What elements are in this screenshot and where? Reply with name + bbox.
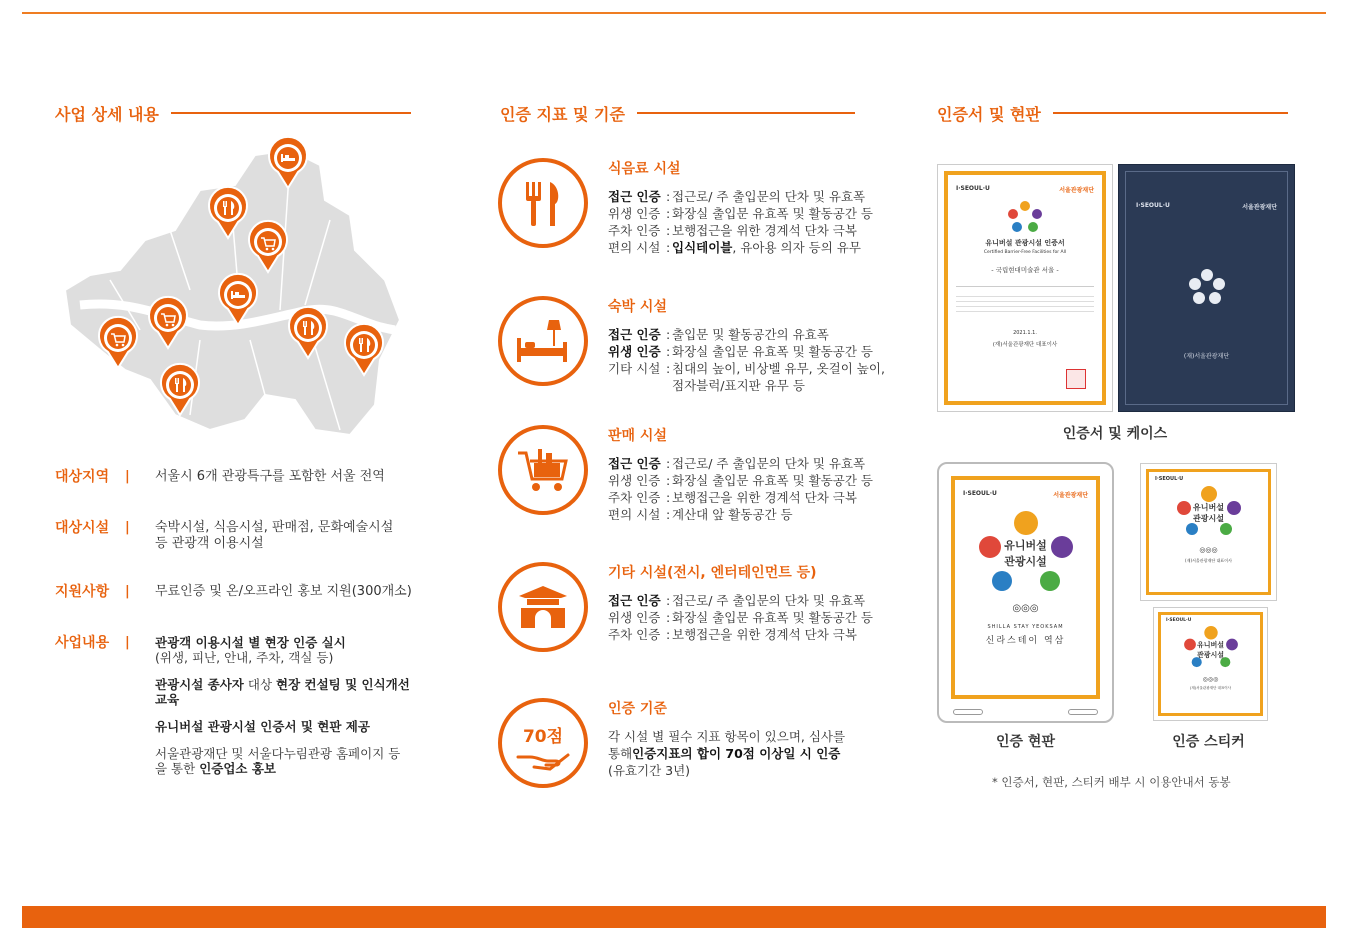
row-value: 숙박시설, 식음시설, 판매점, 문화예술시설 등 관광객 이용시설	[155, 520, 394, 551]
row-key: 사업내용	[55, 635, 110, 651]
row-divider: |	[125, 469, 130, 484]
criteria-title: 숙박 시설	[608, 299, 667, 315]
business-list	[155, 635, 410, 788]
bed-lamp-icon	[498, 296, 588, 386]
criteria-line: 접근 인증 : 접근로/ 주 출입문의 단차 및 유효폭	[608, 189, 866, 204]
row-divider: |	[125, 584, 130, 599]
row-target-facility	[55, 520, 405, 552]
criteria-line: 위생 인증 : 화장실 출입문 유효폭 및 활동공간 등	[608, 610, 873, 625]
plaque: I·SEOUL·U 서울관광재단 유니버설 관광시설 ◎◎◎ SHILLA STAY YEOKSAM 신라스테이 역삼	[937, 462, 1114, 723]
caption-certificate: 인증서 및 케이스	[1062, 426, 1168, 442]
sticker-large: I·SEOUL·U 유니버설 관광시설 ◎◎◎ (재)서울관광재단 대표이사	[1140, 463, 1277, 601]
plaque-name-ko: 신라스테이 역삼	[985, 636, 1066, 646]
business-item: 관광객 이용시설 별 현장 인증 실시 (위생, 피난, 안내, 주차, 객실 등)	[155, 635, 346, 665]
cert-date: 2021.1.1.	[1013, 330, 1037, 336]
top-rule	[22, 12, 1326, 14]
sticker-small: I·SEOUL·U 유니버설 관광시설 ◎◎◎ (재)서울관광재단 대표이사	[1153, 607, 1268, 721]
plaque-logo-line2: 관광시설	[1004, 555, 1047, 568]
business-item: 유니버설 관광시설 인증서 및 현판 제공	[155, 719, 370, 734]
heading-rule	[171, 112, 411, 114]
certificate-case	[1118, 164, 1295, 412]
brand-label: I·SEOUL·U	[1166, 618, 1192, 623]
criteria-body	[608, 425, 873, 523]
cert-issuer: (재)서울관광재단 대표이사	[992, 342, 1058, 348]
criteria-retail	[498, 425, 873, 523]
row-key: 대상지역	[55, 469, 110, 485]
criteria-title: 판매 시설	[608, 428, 667, 444]
section-heading-criteria	[500, 100, 855, 126]
brand-label: I·SEOUL·U	[956, 185, 990, 192]
row-divider: |	[125, 520, 130, 535]
brand-label: I·SEOUL·U	[963, 490, 997, 497]
row-support	[55, 584, 415, 600]
row-key: 대상시설	[55, 520, 110, 536]
org-label: 서울관광재단	[1242, 204, 1277, 211]
certificate	[937, 164, 1113, 412]
criteria-body	[608, 562, 873, 652]
bottom-bar	[22, 906, 1326, 928]
criteria-line: 위생 인증 : 화장실 출입문 유효폭 및 활동공간 등	[608, 206, 873, 221]
caption-sticker: 인증 스티커	[1172, 734, 1245, 750]
plaque-logo-line1: 유니버설	[1004, 539, 1047, 552]
business-item: 관광시설 종사자 대상 현장 컨설팅 및 인식개선 교육	[155, 677, 410, 707]
criteria-title: 인증 기준	[608, 701, 667, 717]
criteria-standard	[498, 698, 845, 788]
cart-icon	[498, 425, 588, 515]
heading-text: 사업 상세 내용	[55, 104, 159, 124]
criteria-lodging	[498, 296, 885, 394]
criteria-line: 점자블럭/표지판 유무 등	[672, 378, 805, 393]
row-value: 무료인증 및 온/오프라인 홍보 지원(300개소)	[155, 584, 412, 599]
row-target-region	[55, 469, 415, 485]
criteria-title: 기타 시설(전시, 엔터테인먼트 등)	[608, 565, 817, 581]
row-value: 서울시 6개 관광특구를 포함한 서울 전역	[155, 469, 385, 484]
business-item: 서울관광재단 및 서울다누림관광 홈페이지 등을 통한 인증업소 홍보	[155, 746, 401, 776]
cert-venue: - 국립현대미술관 서울 -	[991, 266, 1059, 274]
criteria-line: 편의 시설 : 입식테이블 , 유아용 의자 등의 유무	[608, 240, 861, 255]
section-heading-certificate	[937, 100, 1288, 126]
criteria-line: 통해 인증지표의 합이 70점 이상일 시 인증	[608, 746, 841, 761]
criteria-food	[498, 158, 873, 256]
heading-text: 인증 지표 및 기준	[500, 104, 625, 124]
score-badge: 70점	[522, 726, 564, 747]
criteria-title: 식음료 시설	[608, 161, 681, 177]
heading-rule	[1053, 112, 1288, 114]
criteria-other	[498, 562, 873, 652]
criteria-line: 주차 인증 : 보행접근을 위한 경계석 단차 극복	[608, 627, 857, 642]
section-heading-business	[55, 100, 411, 126]
criteria-line: (유효기간 3년)	[608, 763, 691, 778]
score-hand-icon	[498, 698, 588, 788]
seoul-map	[50, 130, 410, 450]
org-label: 서울관광재단	[1053, 492, 1088, 499]
criteria-line: 위생 인증 : 화장실 출입문 유효폭 및 활동공간 등	[608, 344, 873, 359]
criteria-body	[608, 698, 845, 788]
universal-logo-icon	[1187, 267, 1227, 307]
caption-plaque: 인증 현판	[996, 734, 1055, 750]
universal-logo-icon	[1005, 200, 1045, 234]
criteria-line: 각 시설 별 필수 지표 항목이 있으며, 심사를	[608, 729, 846, 744]
brand-label: I·SEOUL·U	[1136, 202, 1170, 209]
criteria-body	[608, 158, 873, 256]
criteria-body	[608, 296, 885, 394]
criteria-line: 기타 시설 : 침대의 높이, 비상벨 유무, 옷걸이 높이,	[608, 361, 885, 376]
criteria-line: 접근 인증 : 접근로/ 주 출입문의 단차 및 유효폭	[608, 593, 866, 608]
org-label: 서울관광재단	[1059, 187, 1094, 194]
cert-title: 유니버설 관광시설 인증서	[985, 239, 1065, 247]
case-label: (재)서울관광재단	[1183, 353, 1230, 360]
criteria-line: 편의 시설 : 계산대 앞 활동공간 등	[608, 507, 793, 522]
cert-subtitle: Certified Barrier-Free Facilities for All	[983, 250, 1067, 255]
heading-rule	[637, 112, 855, 114]
criteria-line: 주차 인증 : 보행접근을 위한 경계석 단차 극복	[608, 223, 857, 238]
row-key: 지원사항	[55, 584, 110, 600]
criteria-line: 주차 인증 : 보행접근을 위한 경계석 단차 극복	[608, 490, 857, 505]
plaque-name-en: SHILLA STAY YEOKSAM	[987, 624, 1064, 630]
criteria-line: 위생 인증 : 화장실 출입문 유효폭 및 활동공간 등	[608, 473, 873, 488]
row-divider: |	[125, 635, 130, 650]
gate-icon	[498, 562, 588, 652]
row-business	[55, 635, 410, 788]
brand-label: I·SEOUL·U	[1155, 476, 1184, 482]
footnote: * 인증서, 현판, 스티커 배부 시 이용안내서 동봉	[992, 775, 1231, 789]
criteria-line: 접근 인증 : 출입문 및 활동공간의 유효폭	[608, 327, 829, 342]
criteria-line: 접근 인증 : 접근로/ 주 출입문의 단차 및 유효폭	[608, 456, 866, 471]
fork-knife-icon	[498, 158, 588, 248]
seal-stamp	[1066, 369, 1086, 389]
heading-text: 인증서 및 현판	[937, 104, 1041, 124]
